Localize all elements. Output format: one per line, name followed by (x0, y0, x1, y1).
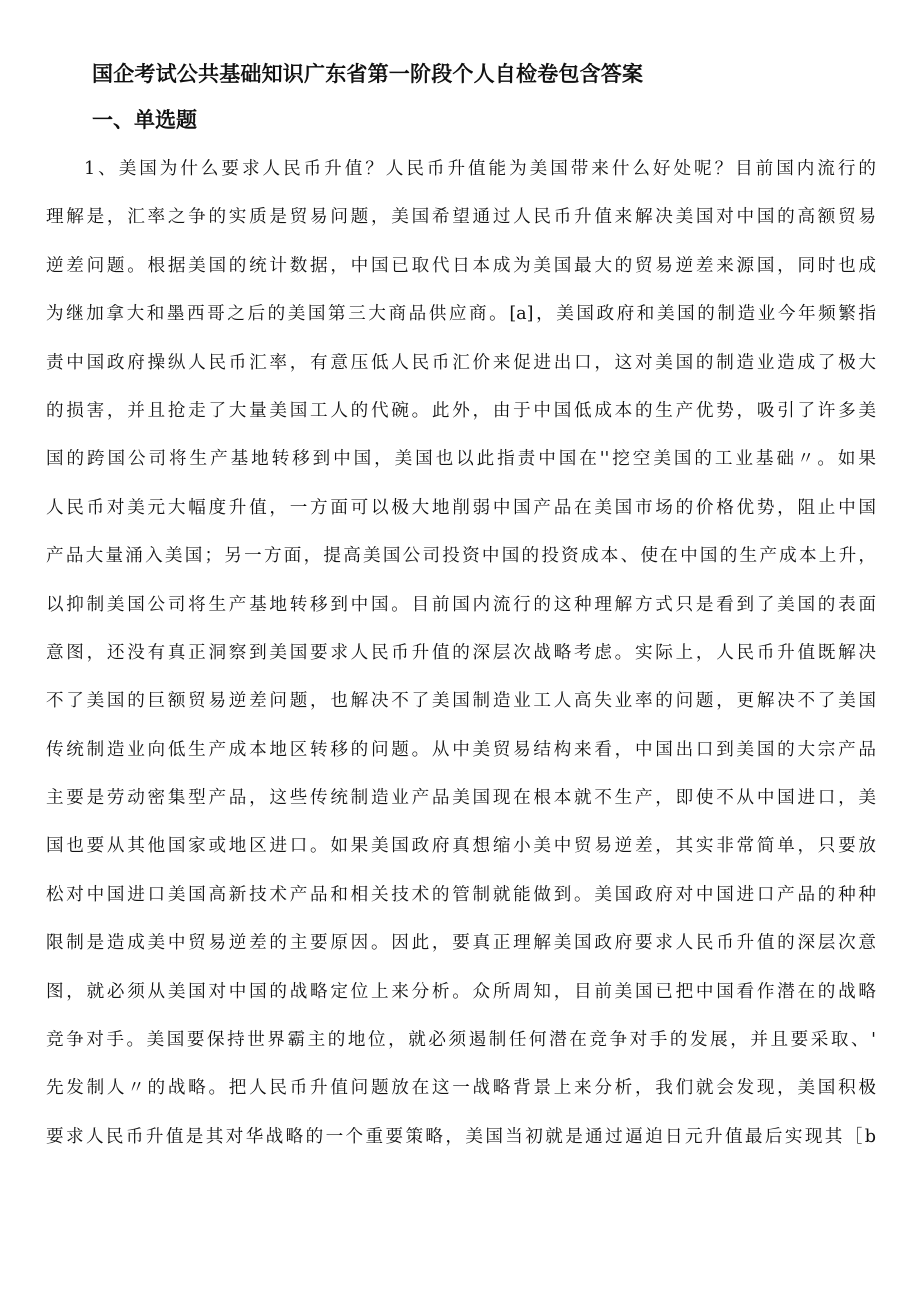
question-1-line: 产品大量涌入美国；另一方面，提高美国公司投资中国的投资成本、使在中国的生产成本上升， (46, 546, 876, 567)
question-1-line: 逆差问题。根据美国的统计数据，中国已取代日本成为美国最大的贸易逆差来源国，同时也成 (46, 255, 876, 276)
question-1-line: 不了美国的巨额贸易逆差问题，也解决不了美国制造业工人高失业率的问题，更解决不了美国 (46, 691, 876, 712)
question-1-body (46, 145, 876, 1161)
question-1-line: 松对中国进口美国高新技术产品和相关技术的管制就能做到。美国政府对中国进口产品的种种 (46, 884, 876, 905)
question-1-line: 以抑制美国公司将生产基地转移到中国。目前国内流行的这种理解方式只是看到了美国的表面 (46, 594, 876, 615)
question-1-line: 先发制人〃的战略。把人民币升值问题放在这一战略背景上来分析，我们就会发现，美国积极 (46, 1078, 876, 1099)
question-1-line: 国也要从其他国家或地区进口。如果美国政府真想缩小美中贸易逆差，其实非常简单，只要放 (46, 836, 876, 857)
question-1-line: 理解是，汇率之争的实质是贸易问题，美国希望通过人民币升值来解决美国对中国的高额贸易 (46, 207, 876, 228)
section-heading: 一、单选题 (92, 108, 197, 132)
question-1-line: 要求人民币升值是其对华战略的一个重要策略，美国当初就是通过逼迫日元升值最后实现其［b (46, 1126, 876, 1147)
question-1-line: 1、美国为什么要求人民币升值？人民币升值能为美国带来什么好处呢？目前国内流行的 (84, 159, 876, 179)
question-1-line: 图，就必须从美国对中国的战略定位上来分析。众所周知，目前美国已把中国看作潜在的战略 (46, 981, 876, 1002)
question-1-line: 人民币对美元大幅度升值，一方面可以极大地削弱中国产品在美国市场的价格优势，阻止中国 (46, 497, 876, 518)
question-1-line: 限制是造成美中贸易逆差的主要原因。因此，要真正理解美国政府要求人民币升值的深层次意 (46, 933, 876, 954)
question-1-line: 的损害，并且抢走了大量美国工人的代碗。此外，由于中国低成本的生产优势，吸引了许多美 (46, 400, 876, 421)
question-1-line: 为继加拿大和墨西哥之后的美国第三大商品供应商。[a]，美国政府和美国的制造业今年频繁指 (46, 304, 876, 325)
question-1-line: 意图，还没有真正洞察到美国要求人民币升值的深层次战略考虑。实际上，人民币升值既解决 (46, 642, 876, 663)
document-title: 国企考试公共基础知识广东省第一阶段个人自检卷包含答案 (92, 62, 644, 86)
question-1-line: 国的跨国公司将生产基地转移到中国，美国也以此指责中国在''挖空美国的工业基础〃。如果 (46, 449, 876, 470)
question-1-line: 责中国政府操纵人民币汇率，有意压低人民币汇价来促进出口，这对美国的制造业造成了极大 (46, 352, 876, 373)
question-1-line: 主要是劳动密集型产品，这些传统制造业产品美国现在根本就不生产，即使不从中国进口，美 (46, 788, 876, 809)
question-1-line: 竞争对手。美国要保持世界霸主的地位，就必须遏制任何潜在竞争对手的发展，并且要采取、' (46, 1030, 876, 1051)
question-1-line: 传统制造业向低生产成本地区转移的问题。从中美贸易结构来看，中国出口到美国的大宗产品 (46, 739, 876, 760)
